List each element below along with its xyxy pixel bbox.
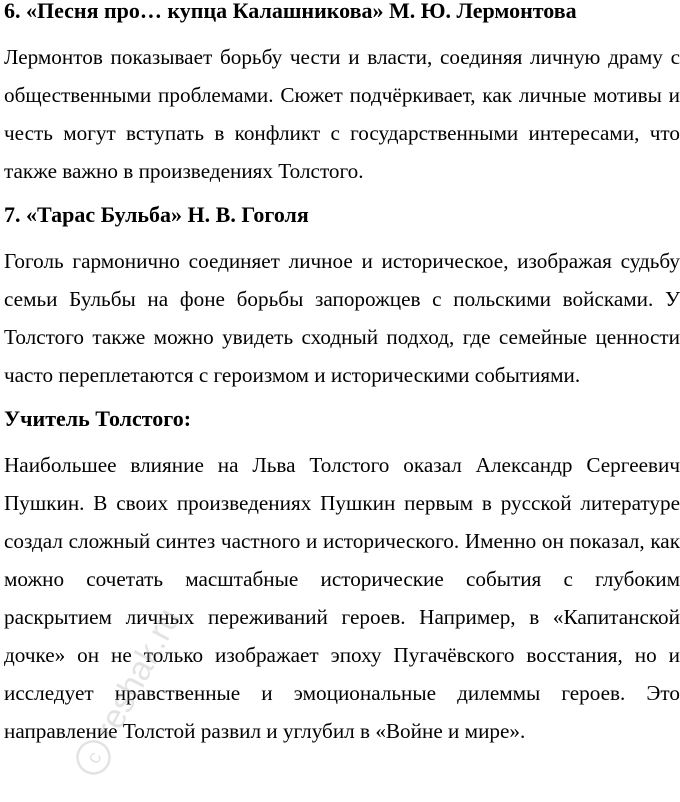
document-page: [4, 0, 680, 760]
section-heading: Учитель Толстого:: [4, 406, 192, 431]
section-teacher: [4, 404, 680, 750]
section-paragraph: Наибольшее влияние на Льва Толстого оказал Александр Сергеевич Пушкин. В своих произведениях Пушкин первым в русской литературе создал сложный синтез частного и исторического. Именно он показал, как можно сочетать масштабные исторические события с глубоким раскрытием личных переживаний героев. Например, в «Капитанской дочке» он не только изображает эпоху Пугачёвского восстания, но и исследует нравственные и эмоциональные дилеммы героев. Это направление Толстой развил и углубил в «Войне и мире».: [4, 453, 680, 743]
section-gogol: [4, 200, 680, 394]
svg-text:c: c: [82, 748, 107, 768]
section-paragraph: Гоголь гармонично соединяет личное и историческое, изображая судьбу семьи Бульбы на фоне борьбы запорожцев с польскими войсками. У Толстого также можно увидеть сходный подход, где семейные ценности часто переплетаются с героизмом и историческими событиями.: [4, 249, 680, 387]
section-lermontov: [4, 0, 680, 190]
watermark-text: reshak.ru: [87, 602, 189, 746]
section-paragraph: Лермонтов показывает борьбу чести и власти, соединяя личную драму с общественными проблемами. Сюжет подчёркивает, как личные мотивы и честь могут вступать в конфликт с государственными интересами, что также важно в произведениях Толстого.: [4, 45, 680, 183]
section-heading: 6. «Песня про… купца Калашникова» М. Ю. Лермонтова: [4, 0, 577, 23]
section-heading: 7. «Тарас Бульба» Н. В. Гоголя: [4, 202, 309, 227]
